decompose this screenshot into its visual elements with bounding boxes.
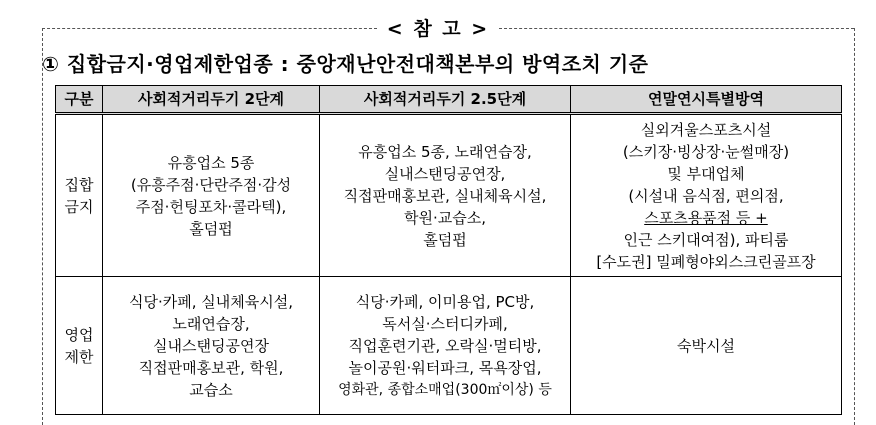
table-row-ban [56,114,842,277]
quarantine-measures-table [55,85,842,415]
cell-line: 유흥업소 5종 [167,153,255,172]
header-level-2: 사회적거리두기 2단계 [103,86,320,114]
cell-line: 홀덤펍 [189,219,233,238]
header-year-end: 연말연시특별방역 [571,86,842,114]
category-line: 영업 [64,325,94,344]
cell-line: 직업훈련기관, 오락실·멀티방, [348,336,542,355]
cell-line: 주점·헌팅포차·콜라텍), [135,197,287,216]
reference-title: < 참 고 > [386,18,490,40]
category-line: 집합 [64,175,94,194]
header-level-2-5: 사회적거리두기 2.5단계 [320,86,571,114]
cell-line: 유흥업소 5종, 노래연습장, [358,142,532,161]
frame-border-right [854,28,855,425]
table-row-restriction [56,277,842,415]
ban-level-2-cell [103,114,320,277]
cell-line: (유흥주점·단란주점·감성 [130,175,292,194]
cell-line: 노래연습장, [172,314,250,333]
cell-line: 실외겨울스포츠시설 [640,120,772,139]
cell-line: 직접판매홍보관, 실내체육시설, [343,186,547,205]
category-line: 금지 [64,197,94,216]
section-heading: ① 집합금지·영업제한업종 : 중앙재난안전대책본부의 방역조치 기준 [42,52,649,76]
ban-level-2-5-cell [320,114,571,277]
cell-line: 홀덤펍 [423,230,467,249]
cell-line: (시설내 음식점, 편의점, [628,186,784,205]
frame-border-left [42,28,43,425]
cell-line: 인근 스키대여점), 파티룸 [623,230,789,249]
restriction-level-2-cell [103,277,320,415]
restriction-year-end-cell [571,277,842,415]
cell-line: 영화관, 종합소매업(300㎡이상) 등 [338,381,552,398]
header-category: 구분 [56,86,103,114]
cell-line: 식당·카페, 실내체육시설, [129,292,293,311]
cell-line: 실내스탠딩공연장 [153,336,269,355]
table-header-row [56,86,842,114]
cell-line: 식당·카페, 이미용업, PC방, [355,292,535,311]
cell-line: 및 부대업체 [667,164,745,183]
cell-line: 놀이공원·워터파크, 목욕장업, [348,358,542,377]
row-category-restriction [56,277,103,415]
cell-line: [수도권] 밀폐형야외스크린골프장 [596,252,816,271]
cell-line: 숙박시설 [677,336,735,355]
cell-line: (스키장·빙상장·눈썰매장) [622,142,790,161]
cell-line: 독서실·스터디카페, [382,314,508,333]
cell-line: 스포츠용품점 등 + [644,208,768,227]
restriction-level-2-5-cell [320,277,571,415]
row-category-ban [56,114,103,277]
cell-line: 실내스탠딩공연장, [384,164,506,183]
cell-line: 교습소 [189,380,233,399]
category-line: 제한 [64,347,94,366]
ban-year-end-cell [571,114,842,277]
cell-line: 학원·교습소, [404,208,486,227]
cell-line: 직접판매홍보관, 학원, [138,358,284,377]
